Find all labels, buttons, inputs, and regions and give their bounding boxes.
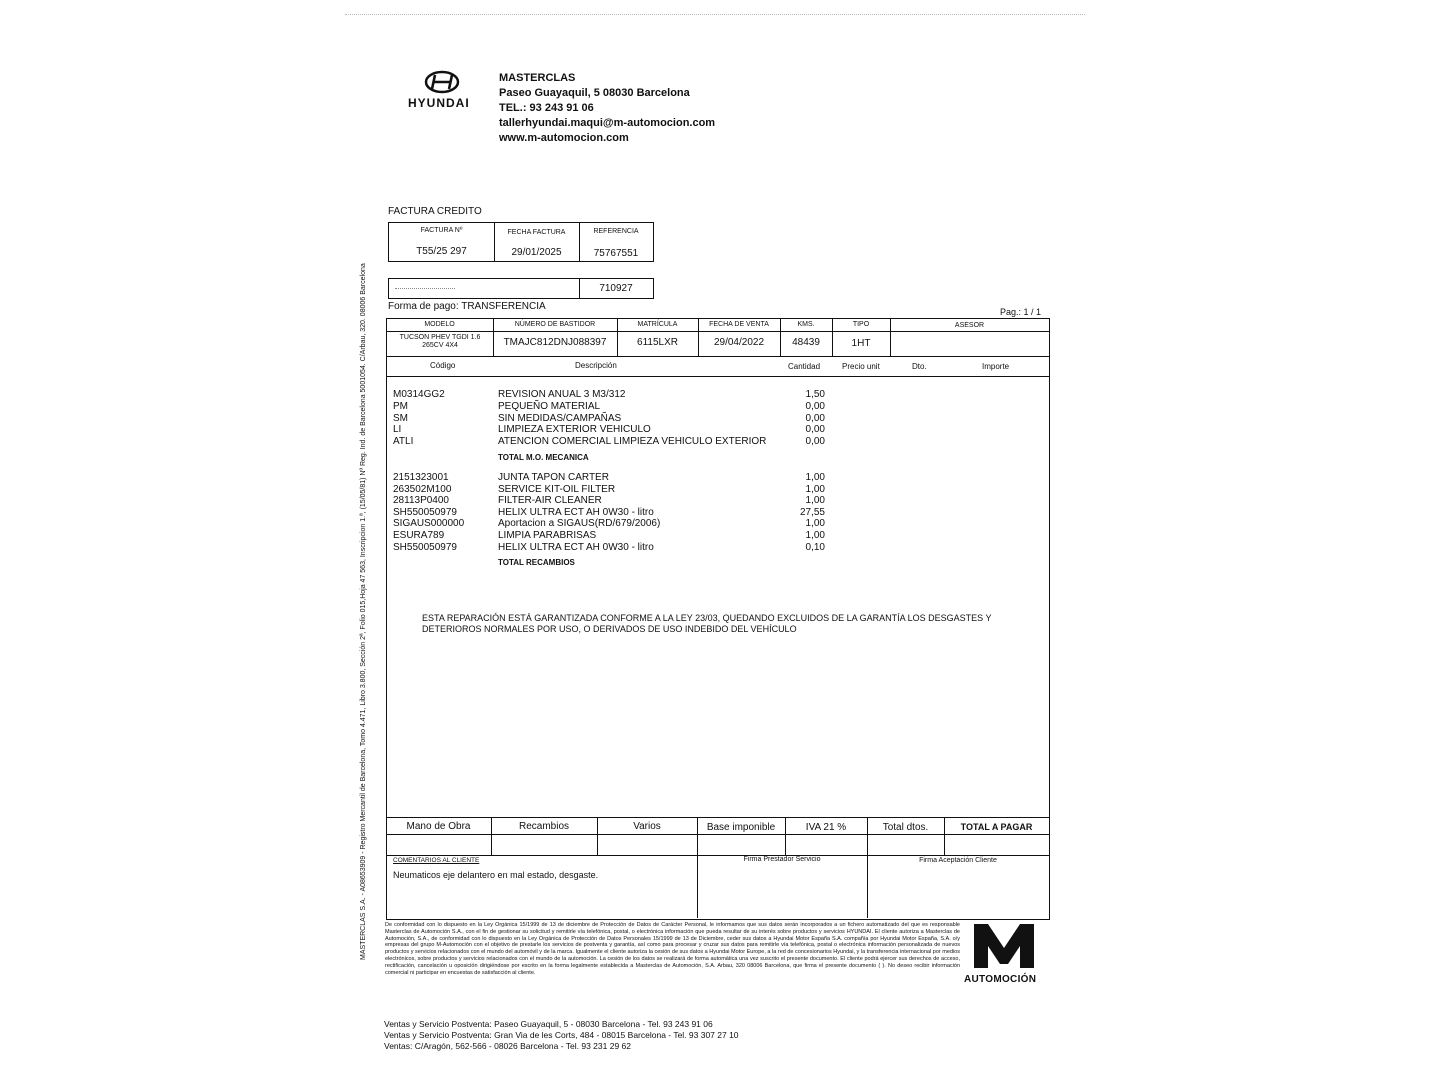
company-name: MASTERCLAS [499,72,576,84]
vehicle-header-asesor: ASESOR [954,322,985,329]
payment-method-label: Forma de pago: [388,301,459,312]
line-desc: JUNTA TAPON CARTER [498,472,609,483]
invoice-date: 29/01/2025 [511,247,562,258]
line-qty: 1,50 [805,389,825,400]
redacted-client-name [395,288,455,289]
line-code: M0314GG2 [393,389,445,400]
comments-text: Neumaticos eje delantero en mal estado, desgaste. [393,870,599,880]
vehicle-header-matricula: MATRÍCULA [637,321,678,328]
line-qty: 0,00 [805,424,825,435]
company-address: Paseo Guayaquil, 5 08030 Barcelona [499,87,690,99]
vehicle-model: TUCSON PHEV TGDI 1.6 265CV 4X4 [399,334,481,349]
scan-edge-line [345,14,1085,15]
line-qty: 1,00 [805,518,825,529]
invoice-number-label: FACTURA Nº [420,227,463,234]
invoice-number: T55/25 297 [416,246,467,257]
line-qty: 1,00 [805,495,825,506]
vehicle-header-fecha-venta: FECHA DE VENTA [709,321,769,328]
company-email[interactable]: tallerhyundai.maqui@m-automocion.com [499,117,716,129]
registry-side-text: MASTERCLAS S.A. - A08653909 - Registro Mercantil de Barcelona, Tomo 4.471, Libro 3.800, Sección 2ª, Folio 015,Hoja 47 563, Inscripcion 1.ª, (15/05/81) Nº Reg. Ind. de Barcelona 5001054. C/Arbau, 320. 08006 Barcelona [360,263,367,960]
company-phone: TEL.: 93 243 91 06 [499,102,594,114]
reference-label: REFERENCIA [593,228,639,235]
reference-number: 75767551 [593,248,639,259]
line-code: SIGAUS000000 [393,518,465,529]
base-imponible-label: Base imponible [706,822,776,833]
warranty-notice: ESTA REPARACIÓN ESTÁ GARANTIZADA CONFORME A LA LEY 23/03, QUEDANDO EXCLUIDOS DE LA GARANTÍA LOS DESGASTES Y DETERIOROS NORMALES POR USO, O DERIVADOS DE USO INDEBIDO DEL VEHÍCULO [422,613,992,634]
vehicle-header-tipo: TIPO [852,321,870,328]
client-box [388,278,654,299]
line-desc: HELIX ULTRA ECT AH 0W30 - litro [498,507,654,518]
footer-address-2: Ventas y Servicio Postventa: Gran Via de les Corts, 484 - 08015 Barcelona - Tel. 93 307 27 10 [384,1030,739,1040]
vehicle-header-bastidor: NÚMERO DE BASTIDOR [514,321,596,328]
line-desc: SIN MEDIDAS/CAMPAÑAS [498,413,622,424]
firma-cliente-label: Firma Aceptación Cliente [919,857,997,864]
m-automocion-logo [968,922,1040,970]
vehicle-plate: 6115LXR [637,337,678,348]
invoice-date-label: FECHA FACTURA [507,229,566,236]
page-number: Pag.: 1 / 1 [1000,307,1042,317]
labor-total-label: TOTAL M.O. MECANICA [498,453,589,462]
line-desc: PEQUEÑO MATERIAL [498,401,601,412]
total-dtos-label: Total dtos. [882,822,929,833]
line-desc: HELIX ULTRA ECT AH 0W30 - litro [498,542,654,553]
line-desc: ATENCION COMERCIAL LIMPIEZA VEHICULO EXTERIOR [498,436,767,447]
line-qty: 0,00 [805,436,825,447]
line-code: SH550050979 [393,542,457,553]
parts-total-label: TOTAL RECAMBIOS [498,558,575,567]
total-recambios-label: Recambios [518,821,570,832]
vehicle-kms: 48439 [792,337,820,348]
line-code: 2151323001 [393,472,449,483]
col-header-codigo: Código [430,361,456,370]
company-info [499,71,715,146]
comments-label: COMENTARIOS AL CLIENTE [393,857,480,864]
col-header-precio: Precio unit [842,362,880,371]
client-code: 710927 [599,283,633,294]
line-desc: Aportacion a SIGAUS(RD/679/2006) [498,518,661,529]
line-code: SH550050979 [393,507,457,518]
invoice-title: FACTURA CREDITO [388,206,482,217]
line-qty: 27,55 [799,507,825,518]
line-qty: 1,00 [805,484,825,495]
payment-method [388,301,546,312]
vehicle-header-modelo: MODELO [424,321,455,328]
company-web[interactable]: www.m-automocion.com [499,132,629,144]
line-qty: 0,00 [805,401,825,412]
footer-address-1: Ventas y Servicio Postventa: Paseo Guayaquil, 5 - 08030 Barcelona - Tel. 93 243 91 06 [384,1019,713,1029]
payment-method-value: TRANSFERENCIA [461,301,546,312]
col-header-descripcion: Descripción [575,361,617,370]
line-qty: 0,10 [805,542,825,553]
invoice-header-box [388,222,654,262]
iva-label: IVA 21 % [805,822,847,833]
line-code: ATLI [393,436,414,447]
col-header-dto: Dto. [912,362,927,371]
data-protection-notice: De conformidad con lo dispuesto en la Ley Orgánica 15/1999 de 13 de diciembre de Protección de Datos de Carácter Personal, le informamos que sus datos serán incorporados a un fichero automatizado del que es responsable Masterclas de Automoción S.A., con el fin de gestionar su solicitud y remitirle vía telefónica, postal, o electrónica información que pueda resultar de su interés sobre productos y servicios HYUNDAI. El cliente autoriza a Masterclas de Automoción, S.A., de conformidad con lo dispuesto en la Ley Orgánica de Protección de Datos Personales 15/1999 de 13 de Diciembre, ceder sus datos a Hyundai Motor España S.A. compañía por Hyundai Motor España, S.A. o/y empresas del grupo M-Automoción con el objetivo de prestarle los servicios de postventa y garantía, así como para procesar y cruzar sus datos para remitirle vía telefónica, postal o electrónica información personalizada de nuevos productos y servicios relacionados con el mundo del automóvil y de la marca. Igualmente el cliente autoriza la cesión de sus datos a Hyundai Motor Europe, a la red de concesionarios Hyundai, y la transferencia internacional por medios electrónicos, sobre productos y servicios relacionados con el mundo de la automoción. La cesión de los datos se realizará de forma automática una vez suscrito el presente documento. El cliente podrá ejercer sus derechos de acceso, rectificación, cancelación u oposición dirigiéndose por escrito en la forma legalmente establecida a Masterclas de Automoción, S.A. Arbau, 320 08006 Barcelona, que firma el presente documento ( ). No deseo recibir información comercial ni participar en encuestas de satisfacción al cliente. [385,922,960,976]
line-desc: REVISION ANUAL 3 M3/312 [498,389,626,400]
line-desc: LIMPIA PARABRISAS [498,530,597,541]
line-code: 263502M100 [393,484,452,495]
footer-brand: AUTOMOCIÓN [964,974,1037,985]
line-desc: SERVICE KIT-OIL FILTER [498,484,616,495]
line-qty: 0,00 [805,413,825,424]
firma-prestador-label: Firma Prestador Servicio [743,856,821,863]
line-code: LI [393,424,402,435]
line-qty: 1,00 [805,530,825,541]
vehicle-vin: TMAJC812DNJ088397 [503,337,607,348]
line-qty: 1,00 [805,472,825,483]
line-desc: FILTER-AIR CLEANER [498,495,602,506]
vehicle-header-kms: KMS. [797,321,815,328]
total-a-pagar-label: TOTAL A PAGAR [960,822,1033,832]
brand-name: HYUNDAI [408,96,470,110]
line-code: 28113P0400 [393,495,449,506]
total-mano-obra-label: Mano de Obra [406,821,471,832]
line-code: SM [393,413,408,424]
vehicle-sale-date: 29/04/2022 [713,337,765,348]
col-header-importe: Importe [982,362,1010,371]
line-code: ESURA789 [393,530,445,541]
vehicle-type: 1HT [851,338,871,349]
footer-address-3: Ventas: C/Aragón, 562-566 - 08026 Barcelona - Tel. 93 231 29 62 [384,1041,631,1051]
line-desc: LIMPIEZA EXTERIOR VEHICULO [498,424,651,435]
line-code: PM [393,401,408,412]
col-header-cantidad: Cantidad [788,362,821,371]
total-varios-label: Varios [633,821,661,832]
